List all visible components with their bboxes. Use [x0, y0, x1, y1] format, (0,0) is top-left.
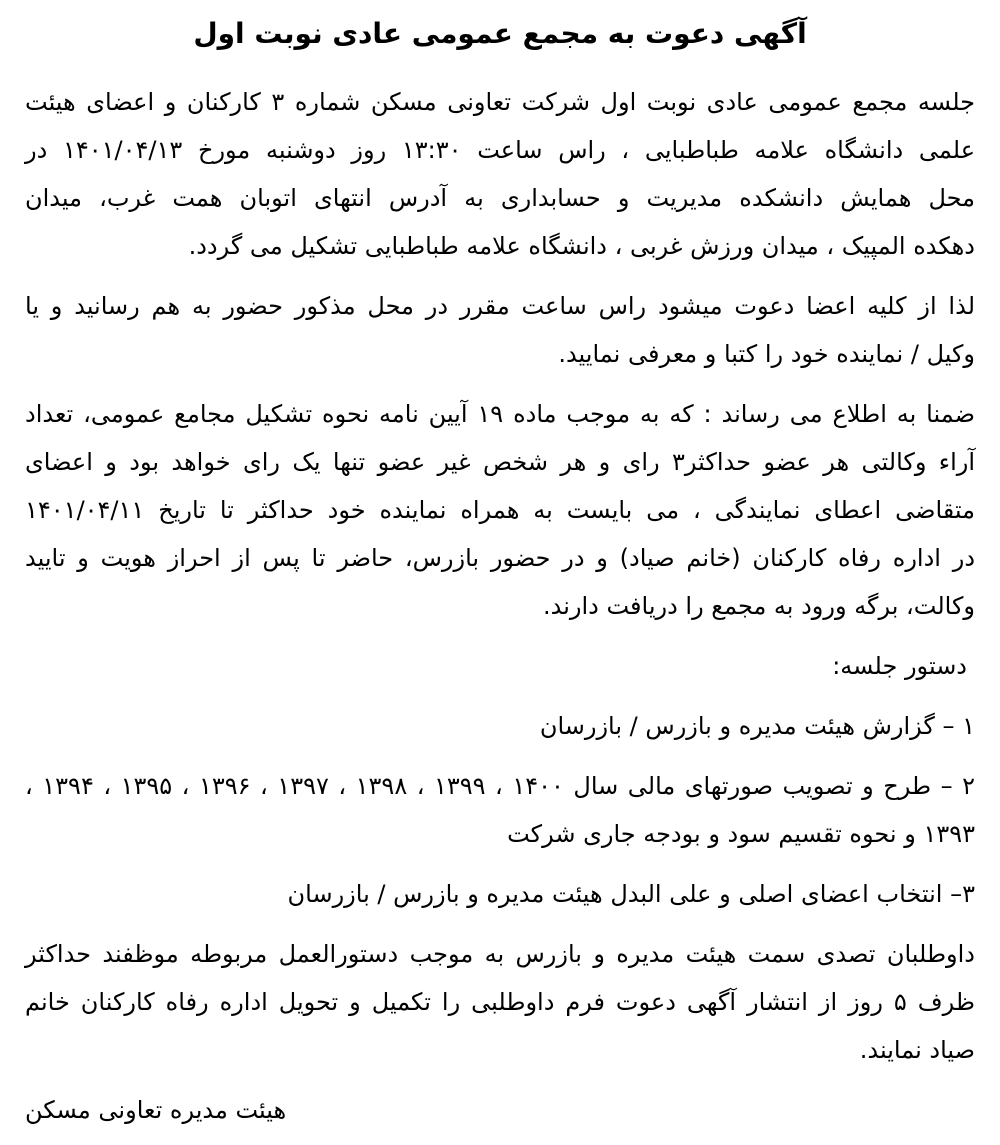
text-line: لذا از کلیه اعضا دعوت میشود راس ساعت مقرر در محل مذکور حضور به هم رسانید و یا: [25, 292, 975, 320]
text-line: دهکده المپیک ، میدان ورزش غربی ، دانشگاه علامه طباطبایی تشکیل می گردد.: [188, 232, 975, 260]
paragraph-attendance-request: [25, 282, 975, 378]
text-line: وکالت، برگه ورود به مجمع را دریافت دارند.: [543, 592, 975, 620]
agenda-item-1: [25, 702, 975, 750]
text-line: علمی دانشگاه علامه طباطبایی ، راس ساعت ۱۳:۳۰ روز دوشنبه مورخ ۱۴۰۱/۰۴/۱۳ در: [25, 136, 976, 164]
paragraph-meeting-details: [25, 78, 975, 270]
agenda-item-3: [25, 870, 975, 918]
agenda-heading: دستور جلسه:: [832, 652, 967, 680]
agenda-item-2: [25, 762, 975, 858]
text-line: در اداره رفاه کارکنان (خانم صیاد) و در حضور بازرس، حاضر تا پس از احراز هویت و تایید: [25, 544, 975, 572]
text-line: آراء وکالتی هر عضو حداکثر۳ رای و هر شخص غیر عضو تنها یک رای خواهد بود و اعضای: [25, 448, 976, 476]
text-line: صیاد نمایند.: [859, 1036, 975, 1064]
paragraph-proxy-rules: [25, 390, 975, 630]
paragraph-candidacy-note: [25, 930, 975, 1074]
text-line: داوطلبان تصدی سمت هیئت مدیره و بازرس به موجب دستورالعمل مربوطه موظفند حداکثر: [25, 940, 975, 968]
text-line: متقاضی اعطای نمایندگی ، می بایست به همراه نماینده خود حداکثر تا تاریخ ۱۴۰۱/۰۴/۱۱: [25, 496, 975, 524]
text-line: ۳– انتخاب اعضای اصلی و علی البدل هیئت مدیره و بازرس / بازرسان: [287, 880, 975, 908]
document-title: آگهی دعوت به مجمع عمومی عادی نوبت اول: [193, 17, 807, 50]
text-line: محل همایش دانشکده مدیریت و حسابداری به آدرس انتهای اتوبان همت غرب، میدان: [25, 184, 975, 212]
text-line: ظرف ۵ روز از انتشار آگهی دعوت فرم داوطلبی را تکمیل و تحویل اداره رفاه کارکنان خانم: [25, 988, 975, 1016]
text-line: جلسه مجمع عمومی عادی نوبت اول شرکت تعاونی مسکن شماره ۳ کارکنان و اعضای هیئت: [25, 88, 975, 116]
text-line: ضمنا به اطلاع می رساند : که به موجب ماده ۱۹ آیین نامه نحوه تشکیل مجامع عمومی، تعداد: [25, 400, 975, 428]
text-line: ۱۳۹۳ و نحوه تقسیم سود و بودجه جاری شرکت: [507, 820, 975, 848]
signature-line: هیئت مدیره تعاونی مسکن: [25, 1096, 287, 1124]
text-line: ۱ – گزارش هیئت مدیره و بازرس / بازرسان: [539, 712, 975, 740]
text-line: ۲ – طرح و تصویب صورتهای مالی سال ۱۴۰۰ ، ۱۳۹۹ ، ۱۳۹۸ ، ۱۳۹۷ ، ۱۳۹۶ ، ۱۳۹۵ ، ۱۳۹۴ ،: [25, 772, 975, 800]
text-line: وکیل / نماینده خود را کتبا و معرفی نمایید.: [558, 340, 975, 368]
